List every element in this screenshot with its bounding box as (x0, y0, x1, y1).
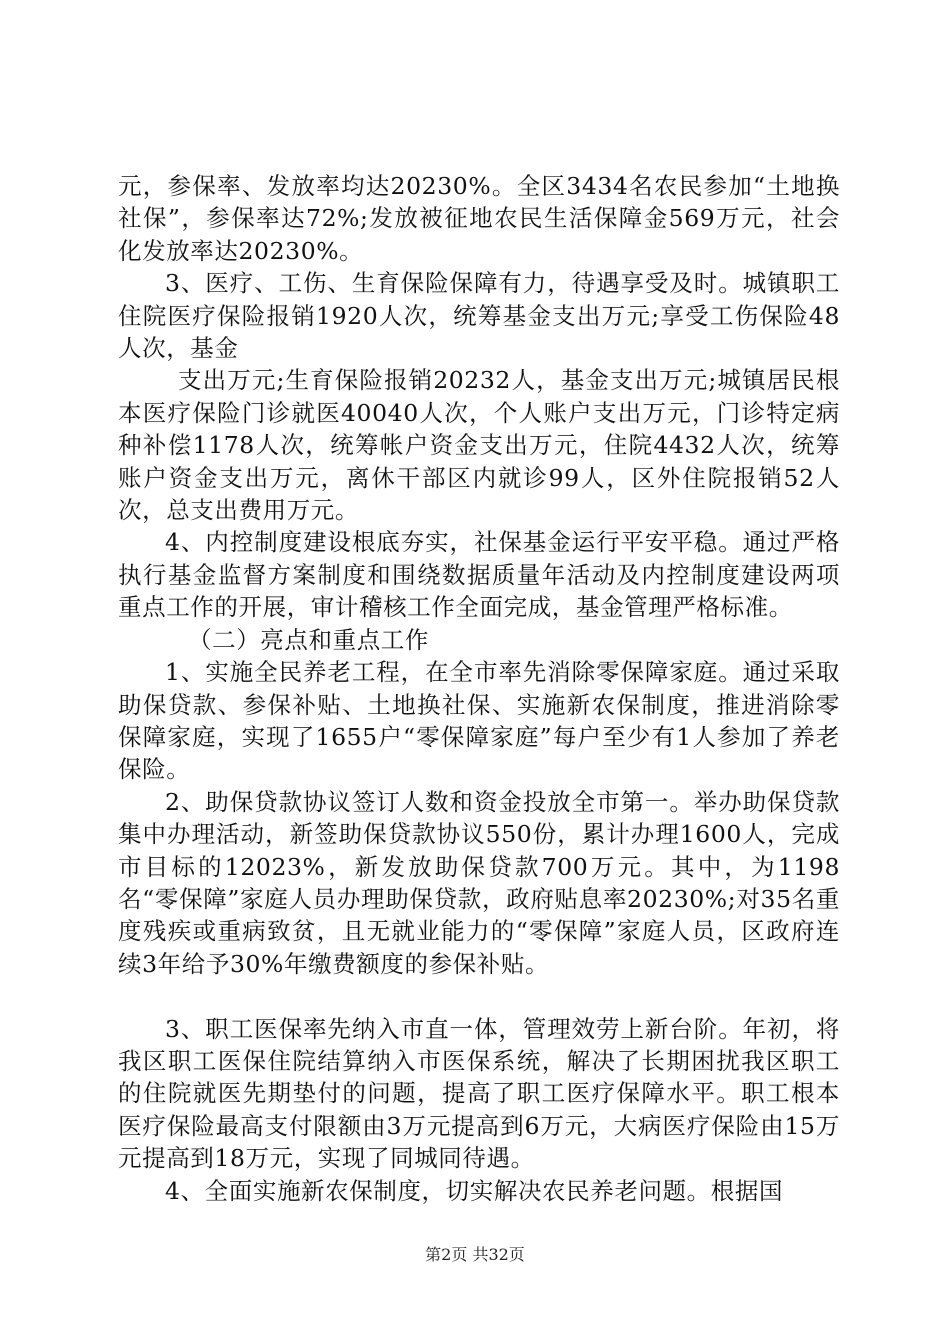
paragraph-spacer (118, 980, 840, 1012)
paragraph-loan-assistance: 2、助保贷款协议签订人数和资金投放全市第一。举办助保贷款集中办理活动，新签助保贷款协议550份，累计办理1600人，完成市目标的12023%，新发放助保贷款700万元。其中，为1198名“零保障”家庭人员办理助保贷款，政府贴息率20230%;对35名重度残疾或重病致贫，且无就业能力的“零保障”家庭人员，区政府连续3年给予30%年缴费额度的参保补贴。 (118, 787, 840, 978)
paragraph-internal-control: 4、内控制度建设根底夯实，社保基金运行平安平稳。通过严格执行基金监督方案制度和围绕数据质量年活动及内控制度建设两项重点工作的开展，审计稽核工作全面完成，基金管理严格标准。 (118, 528, 840, 622)
section-heading-highlights: （二）亮点和重点工作 (188, 625, 429, 654)
paragraph-rural-pension: 4、全面实施新农保制度，切实解决农民养老问题。根据国 (165, 1176, 784, 1205)
paragraph-medical-expenditure: 支出万元;生育保险报销20232人，基金支出万元;城镇居民根本医疗保险门诊就医40040人次，个人账户支出万元，门诊特定病种补偿1178人次，统筹帐户资金支出万元，住院4432人次，统筹账户资金支出万元，离休干部区内就诊99人，区外住院报销52人次，总支出费用万元。 (118, 366, 840, 525)
paragraph-universal-pension: 1、实施全民养老工程，在全市率先消除零保障家庭。通过采取助保贷款、参保补贴、土地换社保、实施新农保制度，推进消除零保障家庭，实现了1655户“零保障家庭”每户至少有1人参加了养老保险。 (118, 658, 840, 784)
page-number-footer: 第2页 共32页 (425, 1245, 525, 1264)
paragraph-medical-insurance: 3、医疗、工伤、生育保险保障有力，待遇享受及时。城镇职工住院医疗保险报销1920人次，统筹基金支出万元;享受工伤保险48人次，基金 (118, 269, 840, 363)
document-body (118, 170, 840, 1207)
paragraph-pension-rates: 元，参保率、发放率均达20230%。全区3434名农民参加“土地换社保”，参保率达72%;发放被征地农民生活保障金569万元，社会化发放率达20230%。 (118, 172, 840, 265)
paragraph-employee-medical: 3、职工医保率先纳入市直一体，管理效劳上新台阶。年初，将我区职工医保住院结算纳入市医保系统，解决了长期困扰我区职工的住院就医先期垫付的问题，提高了职工医疗保障水平。职工根本医疗保险最高支付限额由3万元提高到6万元，大病医疗保险由15万元提高到18万元，实现了同城同待遇。 (118, 1014, 840, 1173)
